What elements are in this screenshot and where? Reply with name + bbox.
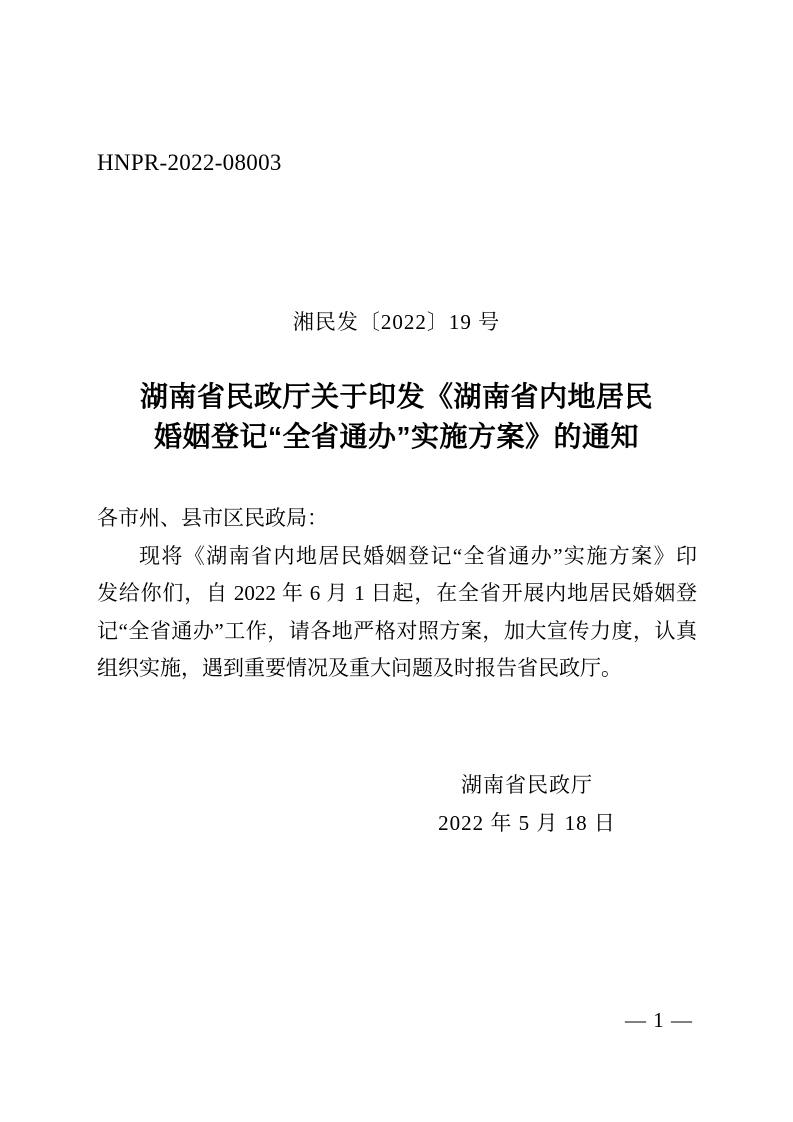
salutation-line: 各市州、县市区民政局： [97,506,328,530]
paragraph-line: 发给你们，自 2022 年 6 月 1 日起，在全省开展内地居民婚姻登 [97,581,697,605]
signature-block [377,766,677,842]
paragraph-line: 现将《湖南省内地居民婚姻登记“全省通办”实施方案》印 [139,543,697,568]
paragraph-line: 组织实施，遇到重要情况及重大问题及时报告省民政厅。 [97,656,622,680]
document-title-line-2: 婚姻登记“全省通办”实施方案》的通知 [153,421,639,452]
document-registration-code: HNPR-2022-08003 [97,150,282,175]
document-reference-number: 湘民发〔2022〕19 号 [292,310,501,334]
document-body [97,500,697,688]
signature-organization: 湖南省民政厅 [461,773,593,797]
document-title [0,377,793,457]
page-number: — 1 — [625,1008,693,1032]
document-title-line-1: 湖南省民政厅关于印发《湖南省内地居民 [139,381,653,412]
paragraph-line: 记“全省通办”工作，请各地严格对照方案，加大宣传力度，认真 [97,618,697,643]
signature-date: 2022 年 5 月 18 日 [438,811,616,835]
